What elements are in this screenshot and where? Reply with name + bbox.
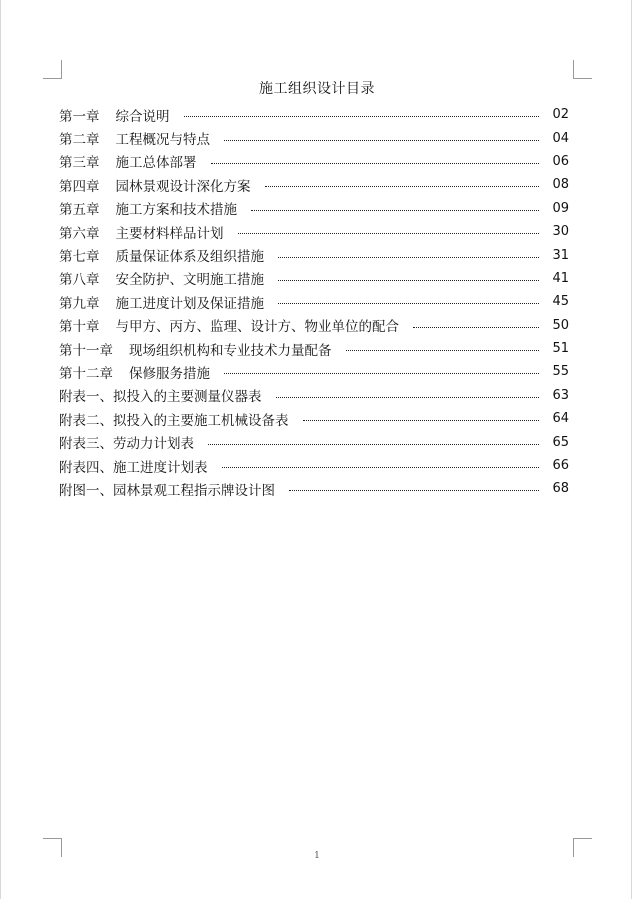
toc-entry[interactable] — [59, 243, 569, 266]
dot-leader — [413, 327, 539, 328]
dot-leader — [278, 303, 539, 304]
toc-entry-title: 劳动力计划表 — [113, 436, 194, 453]
toc-entry-title: 安全防护、文明施工措施 — [115, 272, 264, 289]
toc-entry-title: 拟投入的主要施工机械设备表 — [113, 412, 289, 429]
dot-leader — [276, 397, 540, 398]
toc-entry-title: 综合说明 — [115, 108, 170, 125]
dot-leader — [222, 467, 540, 468]
dot-leader — [208, 444, 539, 445]
dot-leader — [265, 186, 540, 187]
toc-chapter-label: 第六章 — [59, 225, 100, 242]
toc-page-number: 30 — [552, 224, 569, 240]
crop-mark-top-right — [573, 60, 592, 79]
toc-entry-title: 质量保证体系及组织措施 — [115, 249, 264, 266]
toc-page-number: 45 — [552, 294, 569, 310]
toc-entry[interactable] — [59, 430, 569, 453]
toc-page-number: 51 — [552, 341, 569, 357]
toc-page-number: 31 — [552, 247, 569, 263]
toc-entry[interactable] — [59, 197, 569, 220]
toc-entry-title: 施工总体部署 — [115, 155, 197, 172]
toc-entry-title: 与甲方、丙方、监理、设计方、物业单位的配合 — [115, 319, 399, 336]
dot-leader — [238, 233, 540, 234]
toc-chapter-label: 附表三、 — [59, 436, 113, 453]
toc-page-number: 04 — [552, 130, 569, 146]
toc-entry-title: 园林景观工程指示牌设计图 — [113, 482, 275, 499]
toc-entry-title: 园林景观设计深化方案 — [115, 178, 251, 195]
toc-entry-title: 现场组织机构和专业技术力量配备 — [129, 342, 332, 359]
toc-entry-title: 保修服务措施 — [129, 365, 210, 382]
dot-leader — [251, 210, 539, 211]
toc-chapter-label: 附表一、 — [59, 389, 113, 406]
toc-page-number: 06 — [552, 153, 569, 169]
dot-leader — [224, 140, 539, 141]
toc-chapter-label: 附表二、 — [59, 412, 113, 429]
toc-entry-title: 主要材料样品计划 — [115, 225, 224, 242]
toc-chapter-label: 第五章 — [59, 202, 100, 219]
toc-chapter-label: 第九章 — [59, 295, 100, 312]
toc-page-number: 55 — [552, 364, 569, 380]
dot-leader — [303, 420, 540, 421]
toc-entry-title: 施工方案和技术措施 — [115, 202, 237, 219]
toc-entry[interactable] — [59, 384, 569, 407]
toc-entry[interactable] — [59, 220, 569, 243]
toc-entry[interactable] — [59, 103, 569, 126]
toc-entry[interactable] — [59, 173, 569, 196]
toc-page-number: 02 — [552, 107, 569, 123]
toc-chapter-label: 第十章 — [59, 319, 100, 336]
toc-entry[interactable] — [59, 407, 569, 430]
dot-leader — [184, 116, 540, 117]
toc-entry[interactable] — [59, 360, 569, 383]
toc-chapter-label: 第八章 — [59, 272, 100, 289]
toc-chapter-label: 第十二章 — [59, 365, 113, 382]
toc-page-number: 50 — [552, 317, 569, 333]
toc-page-number: 66 — [552, 458, 569, 474]
table-of-contents — [59, 103, 569, 501]
dot-leader — [346, 350, 540, 351]
document-title: 施工组织设计目录 — [259, 81, 375, 97]
toc-chapter-label: 第一章 — [59, 108, 100, 125]
toc-entry[interactable] — [59, 290, 569, 313]
toc-page-number: 08 — [552, 177, 569, 193]
toc-page-number: 64 — [552, 411, 569, 427]
toc-entry-title: 工程概况与特点 — [115, 132, 210, 149]
toc-chapter-label: 第七章 — [59, 249, 100, 266]
toc-page-number: 41 — [552, 270, 569, 286]
dot-leader — [289, 490, 539, 491]
toc-entry[interactable] — [59, 314, 569, 337]
toc-entry[interactable] — [59, 267, 569, 290]
toc-chapter-label: 附图一、 — [59, 482, 113, 499]
toc-page-number: 68 — [552, 481, 569, 497]
toc-page-number: 09 — [552, 200, 569, 216]
toc-entry-title: 施工进度计划及保证措施 — [115, 295, 264, 312]
dot-leader — [278, 257, 539, 258]
toc-chapter-label: 第四章 — [59, 178, 100, 195]
toc-page-number: 65 — [552, 434, 569, 450]
toc-entry-title: 施工进度计划表 — [113, 459, 208, 476]
toc-chapter-label: 第十一章 — [59, 342, 113, 359]
dot-leader — [224, 373, 539, 374]
toc-entry[interactable] — [59, 337, 569, 360]
toc-entry[interactable] — [59, 477, 569, 500]
toc-entry[interactable] — [59, 454, 569, 477]
crop-mark-top-left — [43, 60, 62, 79]
toc-entry[interactable] — [59, 150, 569, 173]
toc-page-number: 63 — [552, 387, 569, 403]
toc-chapter-label: 第二章 — [59, 132, 100, 149]
toc-chapter-label: 第三章 — [59, 155, 100, 172]
dot-leader — [211, 163, 540, 164]
toc-entry[interactable] — [59, 126, 569, 149]
toc-entry-title: 拟投入的主要测量仪器表 — [113, 389, 262, 406]
page-number: 1 — [314, 851, 320, 861]
toc-chapter-label: 附表四、 — [59, 459, 113, 476]
dot-leader — [278, 280, 539, 281]
